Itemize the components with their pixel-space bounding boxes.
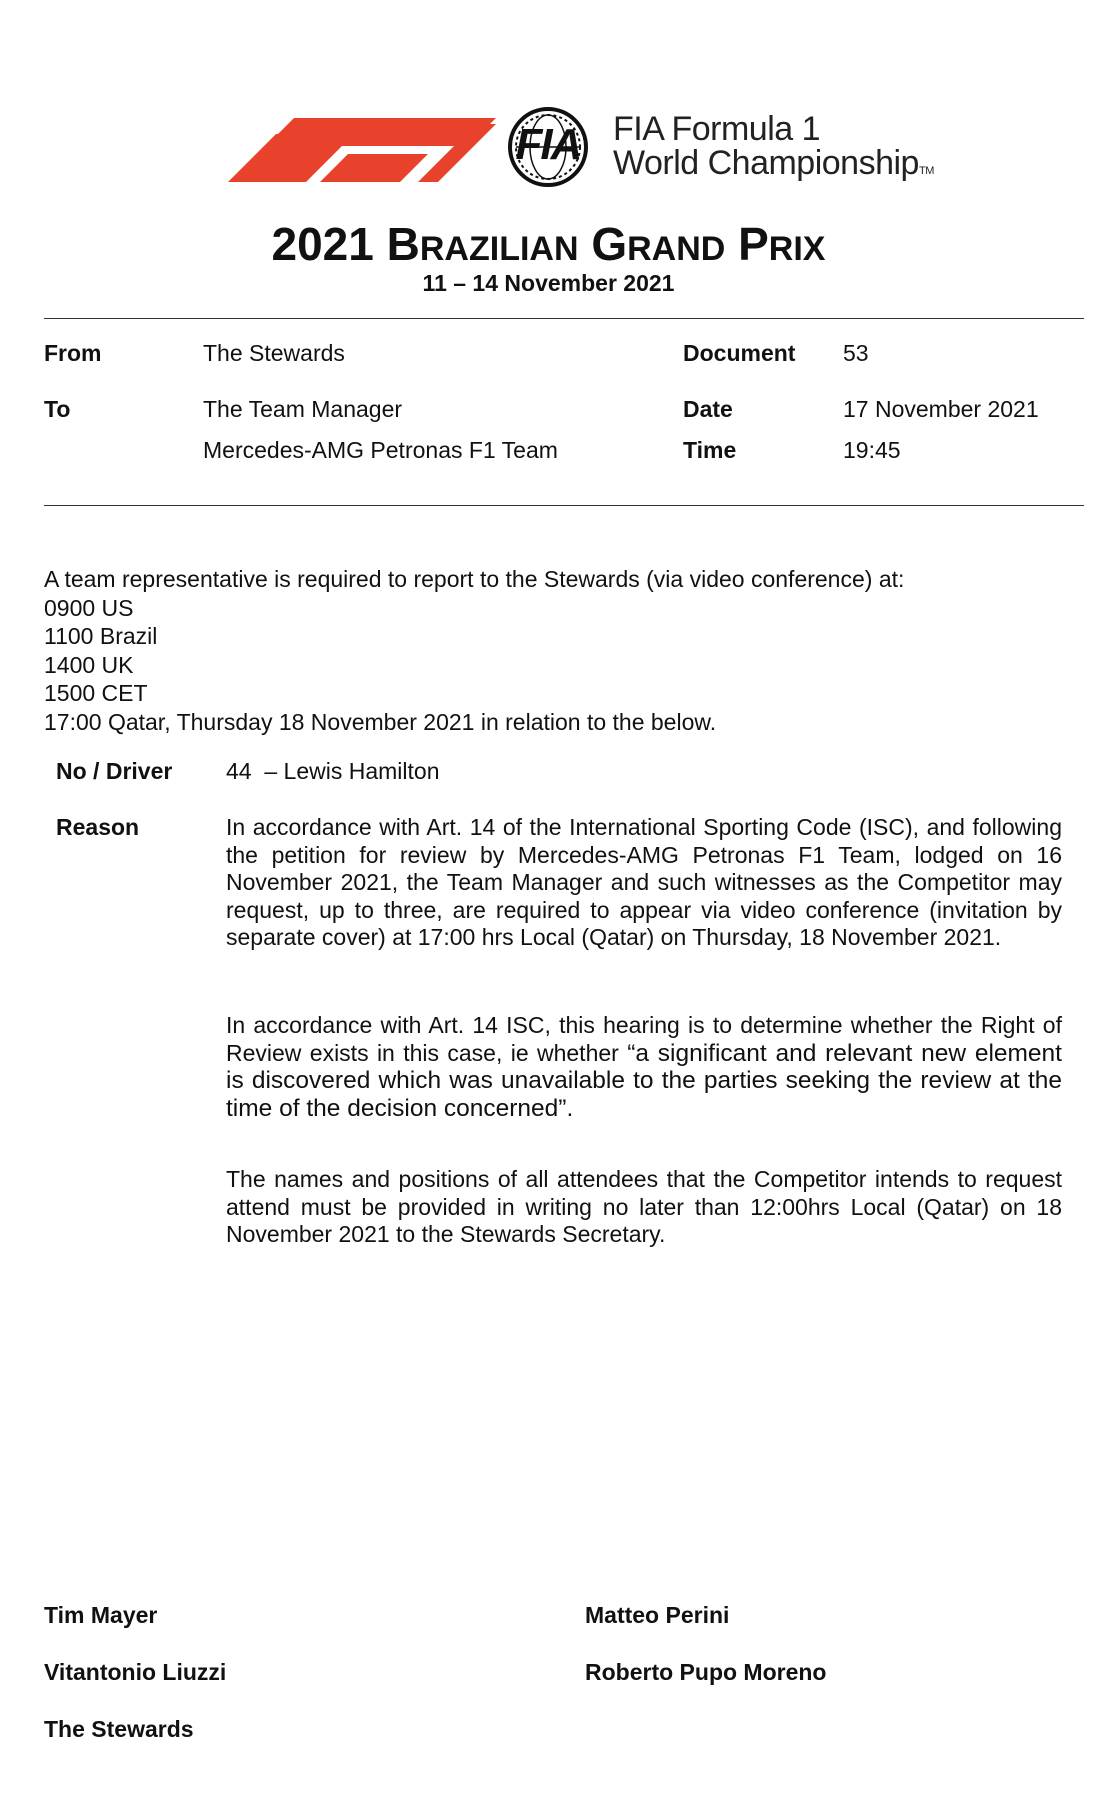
to-value-line-2: Mercedes-AMG Petronas F1 Team (203, 437, 558, 463)
signatory-group: The Stewards (44, 1716, 194, 1742)
event-dates: 11 – 14 November 2021 (422, 270, 675, 296)
driver-label: No / Driver (56, 758, 173, 784)
header-logo (228, 106, 1008, 188)
document-label: Document (683, 340, 796, 366)
time-label: Time (683, 437, 737, 463)
f1-logo-icon (228, 110, 496, 182)
time-value: 19:45 (843, 437, 901, 463)
to-value-line-1: The Team Manager (203, 396, 403, 422)
event-title: 2021 BRAZILIAN GRAND PRIX (271, 218, 826, 270)
quoted-rule: “a significant and relevant new element is discovered which was unavailable to the parties seeking the review at the time of the decision concerned”. (226, 1039, 1062, 1122)
summons-intro (44, 565, 1054, 736)
reason-paragraph-1: In accordance with Art. 14 of the International Sporting Code (ISC), and following the petition for review by Mercedes-AMG Petronas F1 Team, lodged on 16 November 2021, the Team Manager and such witnesses as the Competitor may request, up to three, are required to appear via video conference (invitation by separate cover) at 17:00 hrs Local (Qatar) on Thursday, 18 November 2021. (226, 814, 1062, 950)
from-label: From (44, 340, 102, 366)
top-divider (44, 318, 1084, 319)
date-label: Date (683, 396, 733, 422)
intro-line: A team representative is required to report to the Stewards (via video conference) at: (44, 566, 905, 592)
intro-line: 1100 Brazil (44, 623, 158, 649)
logo-line-2: World Championship (613, 144, 919, 182)
bottom-divider (44, 505, 1084, 506)
fia-seal-text: FIA (515, 120, 581, 169)
intro-line: 0900 US (44, 594, 134, 621)
date-value: 17 November 2021 (843, 396, 1039, 422)
driver-value: 44 – Lewis Hamilton (226, 758, 440, 784)
reason-label: Reason (56, 814, 140, 840)
document-value: 53 (843, 340, 869, 366)
logo-line-1: FIA Formula 1 (613, 110, 821, 148)
signatory-2: Matteo Perini (585, 1602, 730, 1628)
signatory-1: Tim Mayer (44, 1602, 158, 1628)
reason-paragraph-2: In accordance with Art. 14 ISC, this hearing is to determine whether the Right of Review exists in this case, ie whether “a significant and relevant new element is discovered which was unavailable to the parties seeking the review at the time of the decision concerned”. (226, 1012, 1062, 1122)
signatory-4: Roberto Pupo Moreno (585, 1659, 827, 1685)
to-label: To (44, 396, 71, 422)
intro-line: 17:00 Qatar, Thursday 18 November 2021 in relation to the below. (44, 708, 717, 735)
logo-tm: TM (918, 165, 934, 177)
reason-paragraph-3: The names and positions of all attendees that the Competitor intends to request attend must be provided in writing no later than 12:00hrs Local (Qatar) on 18 November 2021 to the Stewards Secretary. (226, 1166, 1062, 1247)
from-value: The Stewards (203, 340, 345, 366)
intro-line: 1400 UK (44, 651, 134, 678)
signatory-3: Vitantonio Liuzzi (44, 1659, 227, 1685)
intro-line: 1500 CET (44, 680, 148, 706)
championship-wordmark (613, 112, 934, 188)
